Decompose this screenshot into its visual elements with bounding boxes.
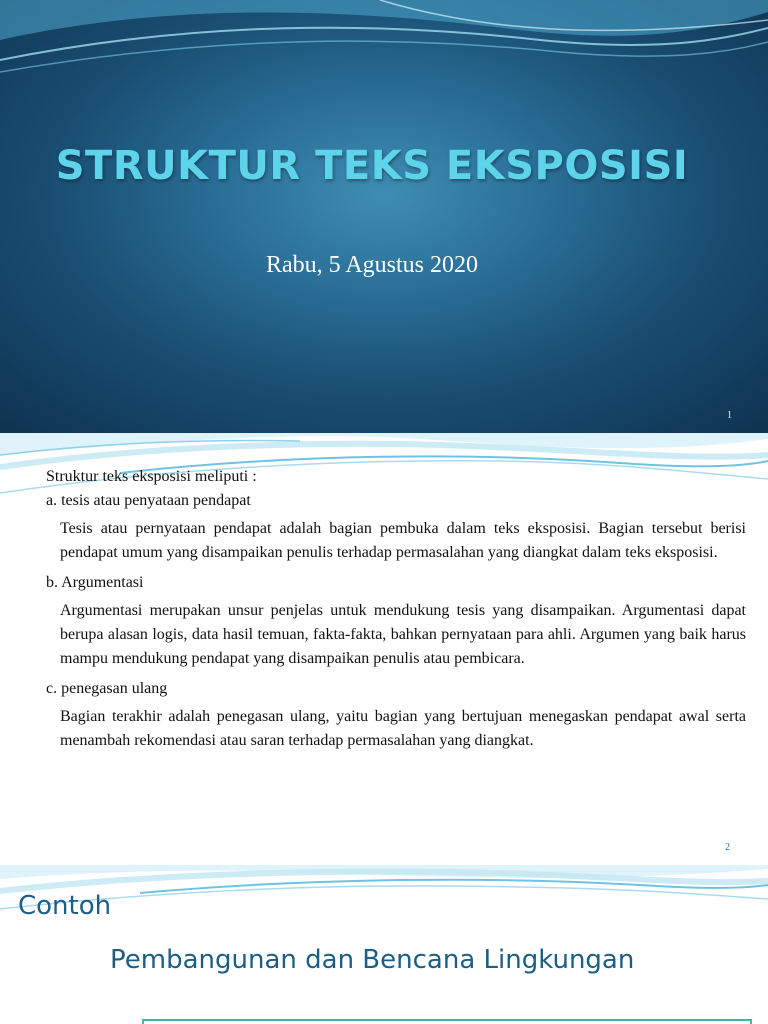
content-box [142, 1019, 752, 1024]
slide-title: STRUKTUR TEKS EKSPOSISI [55, 143, 689, 189]
slide-3 [0, 865, 768, 1024]
wave-decoration [0, 0, 768, 433]
section-heading: a. tesis atau penyataan pendapat [46, 492, 251, 509]
section-heading: b. Argumentasi [46, 574, 144, 591]
page-number: 1 [727, 410, 732, 421]
wave-decoration [0, 865, 768, 925]
intro-text: Struktur teks eksposisi meliputi : [46, 468, 257, 485]
slide-subtitle: Pembangunan dan Bencana Lingkungan [110, 945, 635, 975]
slide-1 [0, 0, 768, 433]
slide-date: Rabu, 5 Agustus 2020 [265, 252, 478, 278]
slide-heading: Contoh [18, 891, 112, 921]
section-text: Argumentasi merupakan unsur penjelas untuk mendukung tesis yang disampaikan. Argumentasi dapat berupa alasan logis, data hasil temuan, fakta-fakta, bahkan pernyataan para ahli. Argumen yang baik harus mampu mendukung pendapat yang disampaikan penulis atau pembicara. [60, 602, 746, 667]
section-text: Tesis atau pernyataan pendapat adalah bagian pembuka dalam teks eksposisi. Bagian tersebut berisi pendapat umum yang disampaikan penulis terhadap permasalahan yang diangkat dalam teks eksposisi. [60, 520, 746, 561]
page-number: 2 [725, 842, 730, 853]
slide-2 [0, 433, 768, 865]
section-heading: c. penegasan ulang [46, 680, 168, 697]
section-text: Bagian terakhir adalah penegasan ulang, yaitu bagian yang bertujuan menegaskan pendapat awal serta menambah rekomendasi atau saran terhadap permasalahan yang diangkat. [60, 708, 746, 749]
slide-body [46, 465, 746, 759]
